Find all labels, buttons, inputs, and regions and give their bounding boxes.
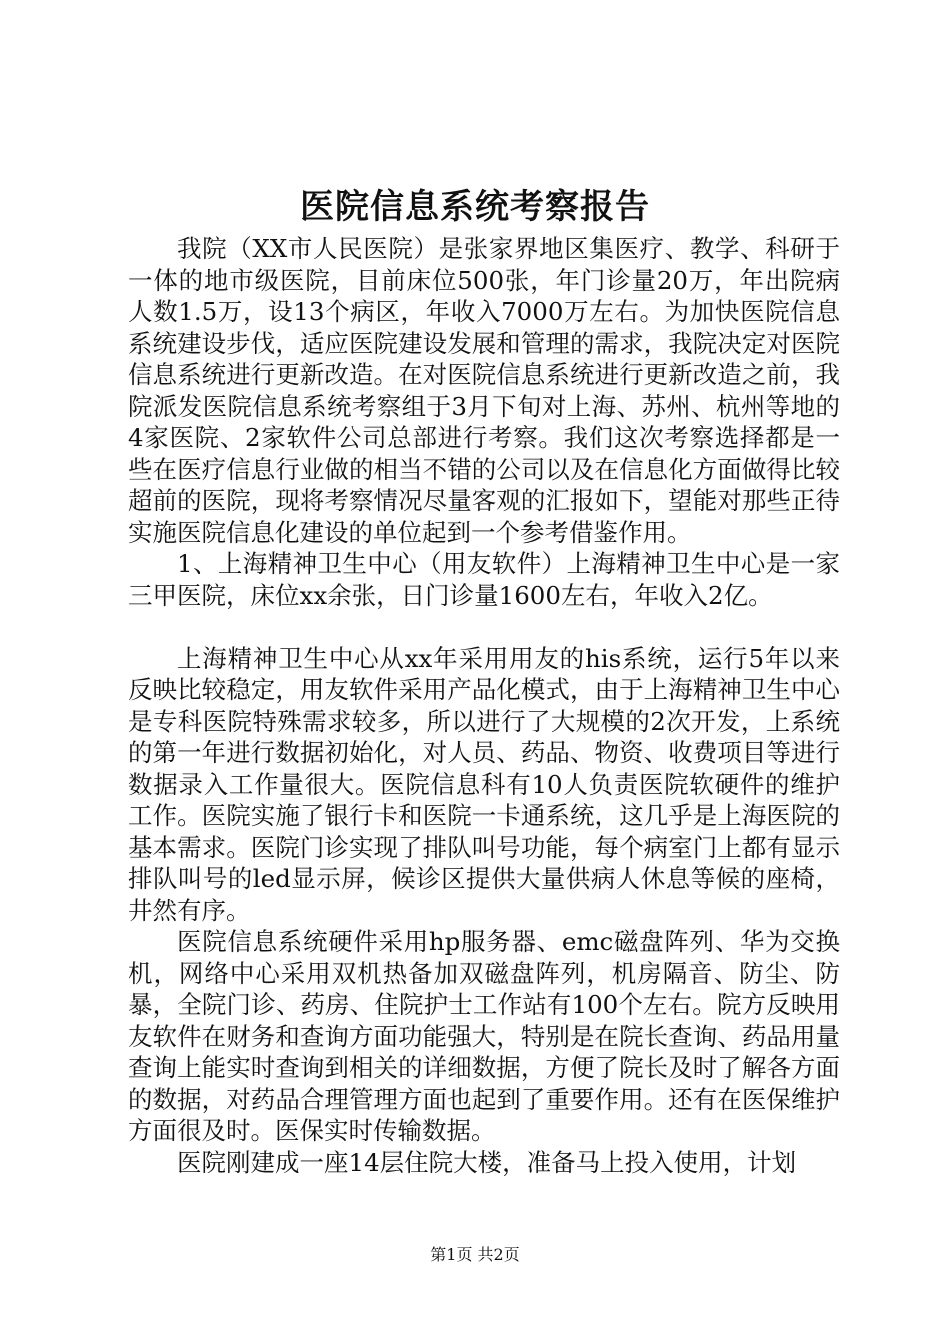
- paragraph-his-system: 上海精神卫生中心从xx年采用用友的his系统，运行5年以来反映比较稳定，用友软件采用产品化模式，由于上海精神卫生中心是专科医院特殊需求较多，所以进行了大规模的2次开发，上系统的第一年进行数据初始化，对人员、药品、物资、收费项目等进行数据录入工作量很大。医院信息科有10人负责医院软硬件的维护工作。医院实施了银行卡和医院一卡通系统，这几乎是上海医院的基本需求。医院门诊实现了排队叫号功能，每个病室门上都有显示排队叫号的led显示屏，候诊区提供大量供病人休息等候的座椅，井然有序。: [128, 643, 840, 925]
- paragraph-intro: 我院（XX市人民医院）是张家界地区集医疗、教学、科研于一体的地市级医院，目前床位500张，年门诊量20万，年出院病人数1.5万，设13个病区，年收入7000万左右。为加快医院信息系统建设步伐，适应医院建设发展和管理的需求，我院决定对医院信息系统进行更新改造。在对医院信息系统进行更新改造之前，我院派发医院信息系统考察组于3月下旬对上海、苏州、杭州等地的4家医院、2家软件公司总部进行考察。我们这次考察选择都是一些在医疗信息行业做的相当不错的公司以及在信息化方面做得比较超前的医院，现将考察情况尽量客观的汇报如下，望能对那些正待实施医院信息化建设的单位起到一个参考借鉴作用。: [128, 234, 840, 547]
- document-body: [128, 233, 840, 1178]
- paragraph-new-building: 医院刚建成一座14层住院大楼，准备马上投入使用，计划: [177, 1147, 797, 1177]
- paragraph-hardware: 医院信息系统硬件采用hp服务器、emc磁盘阵列、华为交换机，网络中心采用双机热备加双磁盘阵列，机房隔音、防尘、防暴，全院门诊、药房、住院护士工作站有100个左右。院方反映用友软件在财务和查询方面功能强大，特别是在院长查询、药品用量查询上能实时查询到相关的详细数据，方便了院长及时了解各方面的数据，对药品合理管理方面也起到了重要作用。还有在医保维护方面很及时。医保实时传输数据。: [128, 927, 840, 1145]
- page-footer: 第1页 共2页: [430, 1245, 520, 1264]
- paragraph-section-1-heading: 1、上海精神卫生中心（用友软件）上海精神卫生中心是一家三甲医院，床位xx余张，日门诊量1600左右，年收入2亿。: [128, 549, 840, 610]
- document-title: 医院信息系统考察报告: [300, 187, 650, 227]
